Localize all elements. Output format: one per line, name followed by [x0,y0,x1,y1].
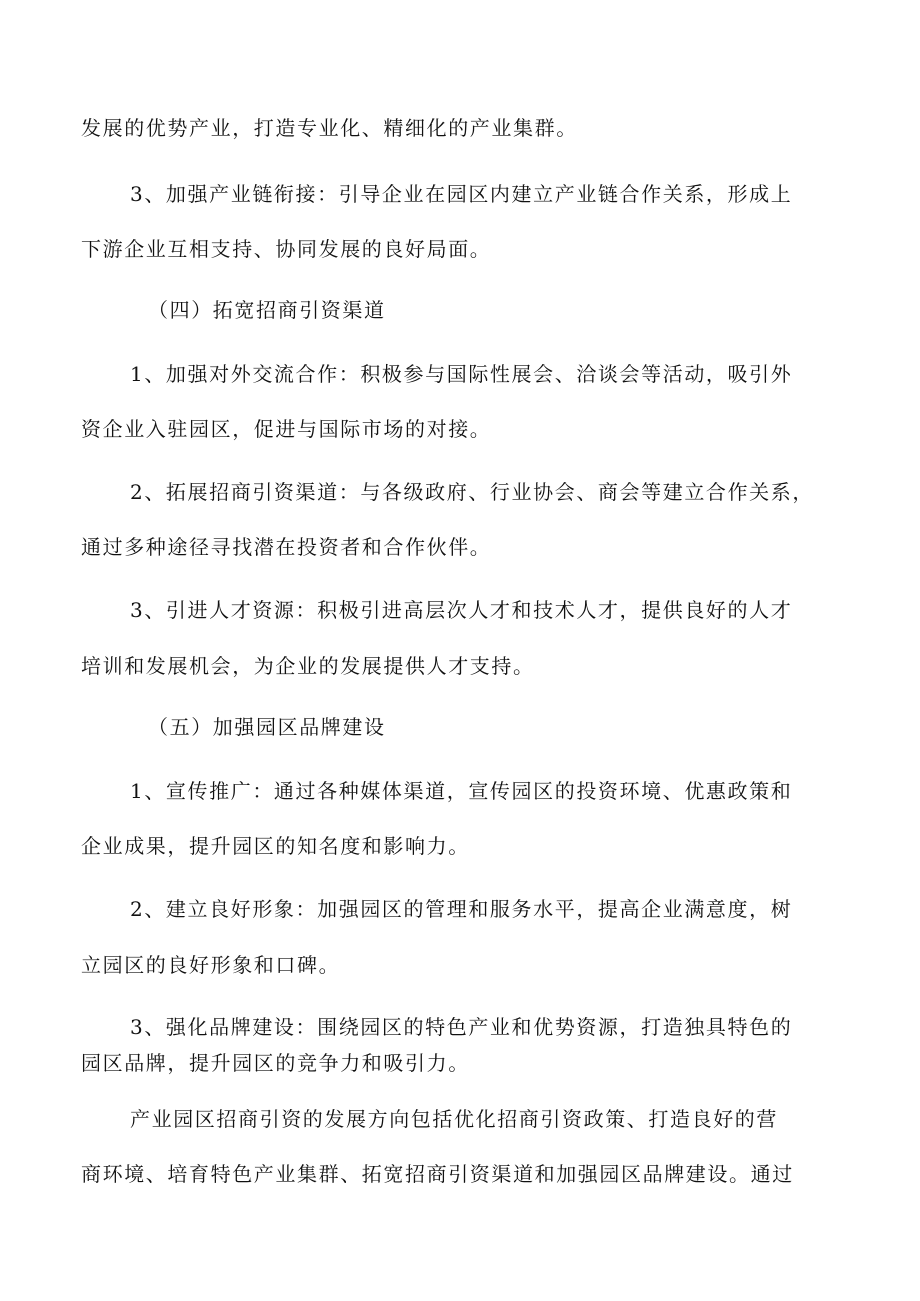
paragraph-line: 通过多种途径寻找潜在投资者和合作伙伴。 [81,535,492,559]
section-heading: （四）拓宽招商引资渠道 [148,298,386,322]
section-heading: （五）加强园区品牌建设 [148,715,386,739]
paragraph-line: 3、强化品牌建设：围绕园区的特色产业和优势资源，打造独具特色的 [130,1015,793,1039]
paragraph-line: 3、加强产业链衔接：引导企业在园区内建立产业链合作关系，形成上 [130,182,793,206]
paragraph-line: 园区品牌，提升园区的竞争力和吸引力。 [81,1051,470,1075]
paragraph-line: 1、宣传推广：通过各种媒体渠道，宣传园区的投资环境、优惠政策和 [130,779,793,803]
paragraph-line: 发展的优势产业，打造专业化、精细化的产业集群。 [81,116,578,140]
paragraph-line: 立园区的良好形象和口碑。 [81,953,341,977]
paragraph-line: 企业成果，提升园区的知名度和影响力。 [81,834,470,858]
paragraph-line: 培训和发展机会，为企业的发展提供人才支持。 [81,654,535,678]
paragraph-line: 2、拓展招商引资渠道：与各级政府、行业协会、商会等建立合作关系， [130,480,814,504]
paragraph-line: 1、加强对外交流合作：积极参与国际性展会、洽谈会等活动，吸引外 [130,362,793,386]
paragraph-line: 产业园区招商引资的发展方向包括优化招商引资政策、打造良好的营 [130,1107,778,1131]
paragraph-line: 商环境、培育特色产业集群、拓宽招商引资渠道和加强园区品牌建设。通过 [81,1162,794,1186]
paragraph-line: 2、建立良好形象：加强园区的管理和服务水平，提高企业满意度，树 [130,897,793,921]
paragraph-line: 下游企业互相支持、协同发展的良好局面。 [81,237,492,261]
paragraph-line: 3、引进人才资源：积极引进高层次人才和技术人才，提供良好的人才 [130,598,793,622]
paragraph-line: 资企业入驻园区，促进与国际市场的对接。 [81,417,492,441]
